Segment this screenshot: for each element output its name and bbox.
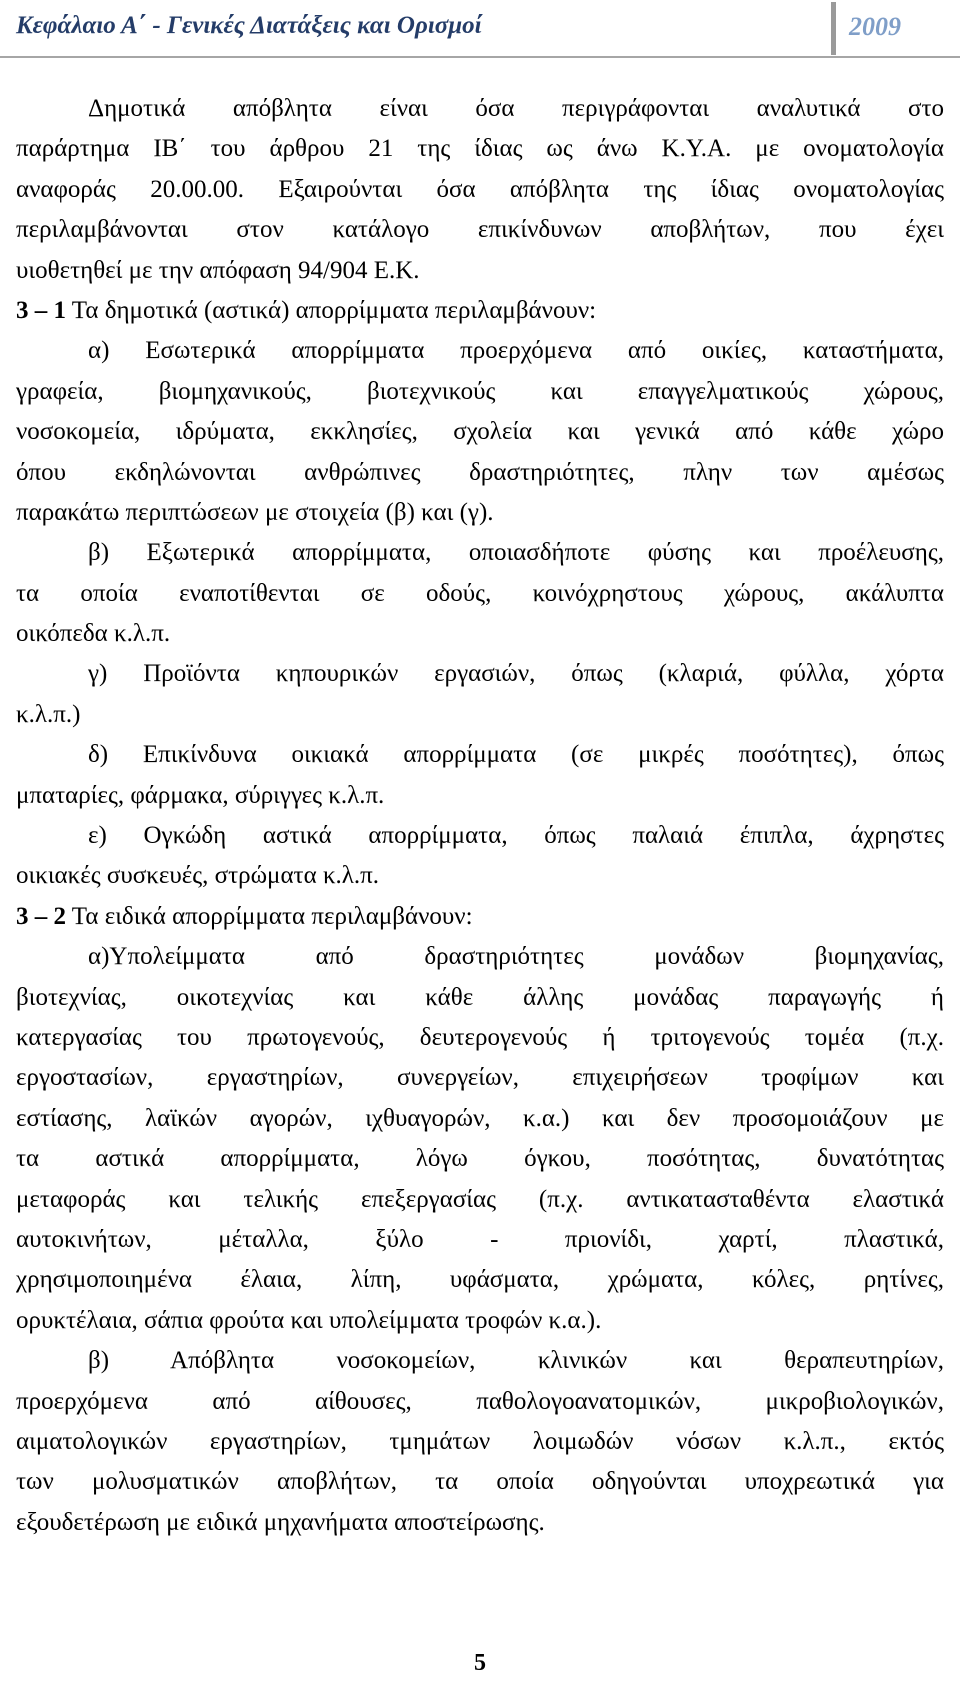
text-line: β) Απόβλητα νοσοκομείων, κλινικών και θεραπευτηρίων, xyxy=(88,1347,944,1375)
text-line: χρησιμοποιημένα έλαια, λίπη, υφάσματα, χρώματα, κόλες, ρητίνες, xyxy=(16,1266,944,1294)
text-line: προερχόμενα από αίθουσες, παθολογοανατομικών, μικροβιολογικών, xyxy=(16,1387,944,1415)
text-line: τα οποία εναποτίθενται σε οδούς, κοινόχρηστους χώρους, ακάλυπτα xyxy=(16,579,944,607)
paragraph-3-1-e xyxy=(16,816,944,897)
text-line: των μολυσματικών αποβλήτων, τα οποία οδηγούνται υποχρεωτικά για xyxy=(16,1468,944,1496)
text-line: ε) Ογκώδη αστικά απορρίμματα, όπως παλαιά έπιπλα, άχρηστες xyxy=(88,822,944,850)
text-line: β) Εξωτερικά απορρίμματα, οποιασδήποτε φύσης και προέλευσης, xyxy=(88,539,944,567)
text-line: οικόπεδα κ.λ.π. xyxy=(16,620,171,648)
text-line: αναφοράς 20.00.00. Εξαιρούνται όσα απόβλητα της ίδιας ονοματολογίας xyxy=(16,175,944,203)
text-line: παράρτημα ΙΒ΄ του άρθρου 21 της ίδιας ως άνω Κ.Υ.Α. με ονοματολογία xyxy=(16,135,944,163)
text-line: μεταφοράς και τελικής επεξεργασίας (π.χ. αντικατασταθέντα ελαστικά xyxy=(16,1185,944,1213)
document-body xyxy=(16,89,944,1543)
text-line: οικιακές συσκευές, στρώματα κ.λ.π. xyxy=(16,862,380,890)
header-rule xyxy=(0,56,960,58)
text-line: κ.λ.π.) xyxy=(16,700,81,728)
text-line: δ) Επικίνδυνα οικιακά απορρίμματα (σε μικρές ποσότητες), όπως xyxy=(88,741,944,769)
text-line: παρακάτω περιπτώσεων με στοιχεία (β) και (γ). xyxy=(16,498,494,526)
page-number: 5 xyxy=(474,1650,486,1676)
text-line: α) Εσωτερικά απορρίμματα προερχόμενα από οικίες, καταστήματα, xyxy=(88,337,944,365)
paragraph-3-1-d xyxy=(16,735,944,816)
text-line: εργοστασίων, εργαστηρίων, συνεργείων, επιχειρήσεων τροφίμων και xyxy=(16,1064,944,1092)
text-line: ορυκτέλαια, σάπια φρούτα και υπολείμματα τροφών κ.α.). xyxy=(16,1306,602,1334)
text-line: νοσοκομεία, ιδρύματα, εκκλησίες, σχολεία και γενικά από κάθε χώρο xyxy=(16,418,944,446)
page-header xyxy=(0,0,960,58)
text-line: αιματολογικών εργαστηρίων, τμημάτων λοιμωδών νόσων κ.λ.π., εκτός xyxy=(16,1427,944,1455)
section-number: 3 – 2 xyxy=(16,902,66,930)
section-number: 3 – 1 xyxy=(16,296,66,324)
text-line: εξουδετέρωση με ειδικά μηχανήματα αποστείρωσης. xyxy=(16,1508,545,1536)
paragraph-3-1-b xyxy=(16,533,944,654)
paragraph-3-1-c xyxy=(16,654,944,735)
text-line: βιοτεχνίας, οικοτεχνίας και κάθε άλλης μονάδας παραγωγής ή xyxy=(16,983,944,1011)
text-line: Δημοτικά απόβλητα είναι όσα περιγράφονται αναλυτικά στο xyxy=(88,95,944,122)
text-line: κατεργασίας του πρωτογενούς, δευτερογενούς ή τριτογενούς τομέα (π.χ. xyxy=(16,1023,944,1051)
text-line: εστίασης, λαϊκών αγορών, ιχθυαγορών, κ.α.) και δεν προσομοιάζουν με xyxy=(16,1104,944,1132)
section-heading-3-2 xyxy=(16,897,944,937)
text-line: αυτοκινήτων, μέταλλα, ξύλο - πριονίδι, χαρτί, πλαστικά, xyxy=(16,1225,944,1253)
header-year: 2009 xyxy=(849,12,901,41)
text-line: περιλαμβάνονται στον κατάλογο επικίνδυνων αποβλήτων, που έχει xyxy=(16,216,944,244)
text-line: μπαταρίες, φάρμακα, σύριγγες κ.λ.π. xyxy=(16,781,385,809)
header-separator xyxy=(831,2,836,55)
chapter-title: Κεφάλαιο Α΄ - Γενικές Διατάξεις και Ορισμοί xyxy=(16,12,482,39)
text-line: γραφεία, βιομηχανικούς, βιοτεχνικούς και επαγγελματικούς χώρους, xyxy=(16,377,944,405)
paragraph-3-1-a xyxy=(16,331,944,533)
paragraph-intro xyxy=(16,89,944,291)
section-heading-text: Τα ειδικά απορρίμματα περιλαμβάνουν: xyxy=(66,902,473,930)
paragraph-3-2-a xyxy=(16,937,944,1341)
text-line: όπου εκδηλώνονται ανθρώπινες δραστηριότητες, πλην των αμέσως xyxy=(16,458,944,486)
text-line: α)Υπολείμματα από δραστηριότητες μονάδων βιομηχανίας, xyxy=(88,943,944,971)
section-heading-text: Τα δημοτικά (αστικά) απορρίμματα περιλαμβάνουν: xyxy=(66,296,597,324)
section-heading-3-1 xyxy=(16,291,944,331)
paragraph-3-2-b xyxy=(16,1341,944,1543)
text-line: γ) Προϊόντα κηπουρικών εργασιών, όπως (κλαριά, φύλλα, χόρτα xyxy=(88,660,944,688)
text-line: τα αστικά απορρίμματα, λόγω όγκου, ποσότητας, δυνατότητας xyxy=(16,1145,944,1173)
text-line: υιοθετηθεί με την απόφαση 94/904 Ε.Κ. xyxy=(16,256,420,284)
